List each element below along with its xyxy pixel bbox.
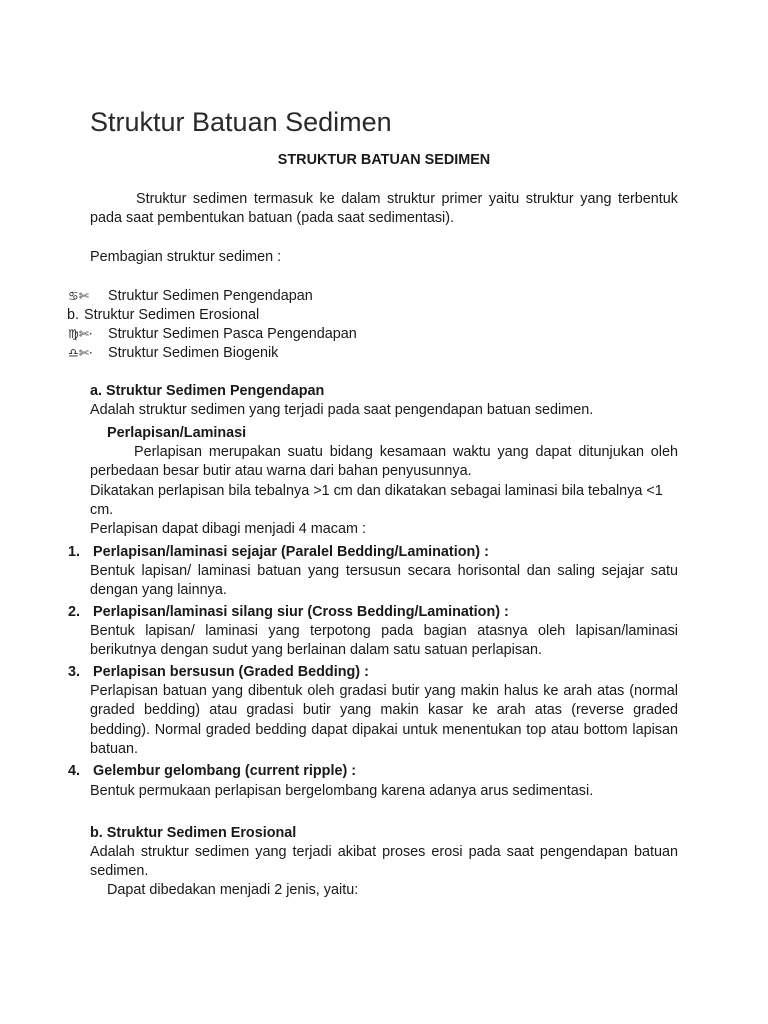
numbered-item-title [68,543,678,562]
list-marker: ♎✄· [68,346,93,360]
item-number: 2. [68,604,81,620]
list-marker: ♋✄ [68,289,89,303]
division-list-item [68,325,357,344]
subsection-title: Perlapisan/Laminasi [107,425,247,441]
division-item-label: Struktur Sedimen Erosional [84,307,260,323]
section-a-title: a. Struktur Sedimen Pengendapan [90,383,325,399]
section-b-description: Adalah struktur sedimen yang terjadi akibat proses erosi pada saat pengendapan batuan sedimen. [90,844,678,880]
item-title-text: Gelembur gelombang (current ripple) : [93,763,357,779]
numbered-item-title [68,603,678,622]
section-b-title: b. Struktur Sedimen Erosional [90,825,297,841]
layering-paragraph-3: Perlapisan dapat dibagi menjadi 4 macam : [90,521,366,537]
numbered-item-text: Bentuk lapisan/ laminasi batuan yang tersusun secara horisontal dan saling sejajar satu dengan yang lainnya. [90,563,678,599]
layering-paragraph-1: Perlapisan merupakan suatu bidang kesamaan waktu yang dapat ditunjukan oleh perbedaan besar butir atau warna dari bahan penyusunnya. [90,444,678,480]
division-item-label: Struktur Sedimen Pengendapan [108,288,313,304]
section-b-paragraph: Dapat dibedakan menjadi 2 jenis, yaitu: [107,882,359,898]
list-marker: ♍✄· [68,327,93,341]
numbered-item-text: Perlapisan batuan yang dibentuk oleh gradasi butir yang makin halus ke arah atas (normal graded bedding) atau gradasi butir yang makin kasar ke arah atas (reverse graded bedding). Normal graded bedding dapat dipakai untuk menentukan top atau bottom lapisan batuan. [90,683,678,758]
division-list-item [68,287,357,306]
layering-paragraph-2: Dikatakan perlapisan bila tebalnya >1 cm dan dikatakan sebagai laminasi bila tebalnya <1 cm. [90,483,663,519]
item-title-text: Perlapisan/laminasi silang siur (Cross Bedding/Lamination) : [93,604,509,620]
item-title-text: Perlapisan bersusun (Graded Bedding) : [93,664,369,680]
numbered-item-title [68,663,678,682]
item-title-text: Perlapisan/laminasi sejajar (Paralel Bedding/Lamination) : [93,544,489,560]
item-number: 1. [68,544,81,560]
document-title: Struktur Batuan Sedimen [90,107,392,137]
numbered-item-text: Bentuk lapisan/ laminasi yang terpotong pada bagian atasnya oleh lapisan/laminasi berikutnya dengan sudut yang berlainan dalam satu satuan perlapisan. [90,623,678,659]
division-item-label: Struktur Sedimen Biogenik [108,345,279,361]
division-list-item [68,344,357,363]
item-number: 3. [68,664,81,680]
item-number: 4. [68,763,81,779]
document-heading: STRUKTUR BATUAN SEDIMEN [277,152,491,168]
division-list-item [67,306,357,325]
numbered-item-title [68,762,678,781]
section-a-description: Adalah struktur sedimen yang terjadi pada saat pengendapan batuan sedimen. [90,402,594,418]
numbered-item-text: Bentuk permukaan perlapisan bergelombang karena adanya arus sedimentasi. [90,783,594,799]
list-marker: b. [67,307,80,323]
division-label: Pembagian struktur sedimen : [90,249,282,265]
division-list [68,287,357,363]
division-item-label: Struktur Sedimen Pasca Pengendapan [108,326,357,342]
intro-paragraph: Struktur sedimen termasuk ke dalam struktur primer yaitu struktur yang terbentuk pada saat pembentukan batuan (pada saat sedimentasi). [90,191,678,227]
